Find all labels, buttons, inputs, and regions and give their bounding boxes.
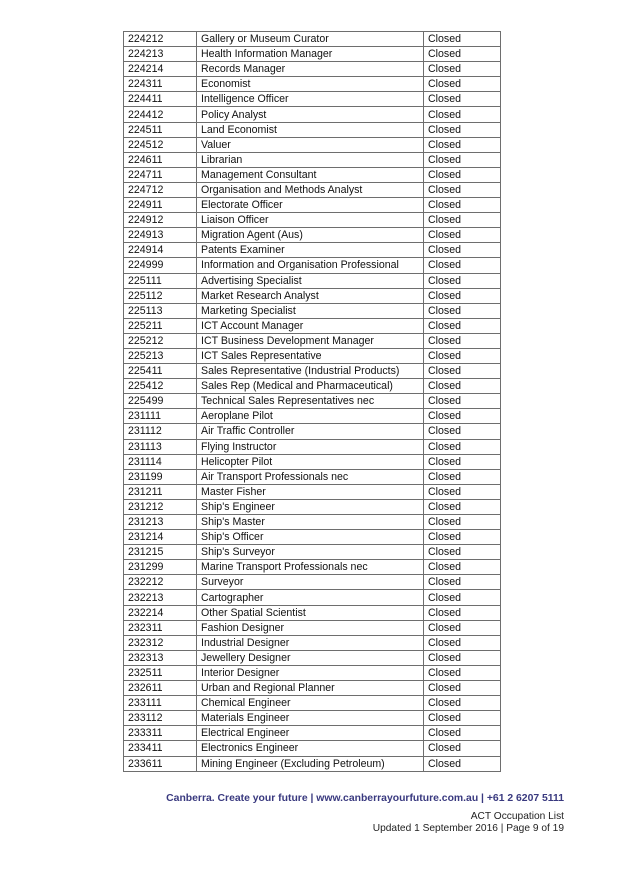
- occupation-cell: Master Fisher: [197, 484, 424, 499]
- table-row: [124, 439, 501, 454]
- anzsco-code-cell: 225112: [124, 288, 197, 303]
- status-cell: Closed: [424, 62, 501, 77]
- occupation-cell: Advertising Specialist: [197, 273, 424, 288]
- status-cell: Closed: [424, 213, 501, 228]
- occupation-cell: Industrial Designer: [197, 635, 424, 650]
- status-cell: Closed: [424, 711, 501, 726]
- anzsco-code-cell: 224411: [124, 92, 197, 107]
- footer-document-title: ACT Occupation List: [470, 811, 564, 822]
- status-cell: Closed: [424, 605, 501, 620]
- occupation-cell: Aeroplane Pilot: [197, 409, 424, 424]
- anzsco-code-cell: 224412: [124, 107, 197, 122]
- status-cell: Closed: [424, 394, 501, 409]
- table-row: [124, 228, 501, 243]
- anzsco-code-cell: 225212: [124, 333, 197, 348]
- table-row: [124, 409, 501, 424]
- table-row: [124, 454, 501, 469]
- table-row: [124, 560, 501, 575]
- table-row: [124, 273, 501, 288]
- status-cell: Closed: [424, 182, 501, 197]
- table-row: [124, 681, 501, 696]
- occupation-cell: Intelligence Officer: [197, 92, 424, 107]
- status-cell: Closed: [424, 665, 501, 680]
- table-row: [124, 47, 501, 62]
- status-cell: Closed: [424, 152, 501, 167]
- anzsco-code-cell: 225113: [124, 303, 197, 318]
- occupation-cell: ICT Business Development Manager: [197, 333, 424, 348]
- table-row: [124, 665, 501, 680]
- table-row: [124, 333, 501, 348]
- anzsco-code-cell: 231211: [124, 484, 197, 499]
- anzsco-code-cell: 231112: [124, 424, 197, 439]
- occupation-cell: Organisation and Methods Analyst: [197, 182, 424, 197]
- occupation-cell: Ship's Master: [197, 515, 424, 530]
- anzsco-code-cell: 231214: [124, 530, 197, 545]
- anzsco-code-cell: 231212: [124, 499, 197, 514]
- table-row: [124, 258, 501, 273]
- occupation-cell: ICT Account Manager: [197, 318, 424, 333]
- table-row: [124, 364, 501, 379]
- table-body: [124, 32, 501, 772]
- status-cell: Closed: [424, 92, 501, 107]
- table-row: [124, 620, 501, 635]
- table-row: [124, 348, 501, 363]
- status-cell: Closed: [424, 696, 501, 711]
- table-row: [124, 650, 501, 665]
- status-cell: Closed: [424, 499, 501, 514]
- status-cell: Closed: [424, 228, 501, 243]
- anzsco-code-cell: 232212: [124, 575, 197, 590]
- anzsco-code-cell: 224912: [124, 213, 197, 228]
- occupation-cell: Cartographer: [197, 590, 424, 605]
- anzsco-code-cell: 225213: [124, 348, 197, 363]
- occupation-cell: Fashion Designer: [197, 620, 424, 635]
- occupation-cell: Sales Representative (Industrial Products): [197, 364, 424, 379]
- anzsco-code-cell: 224511: [124, 122, 197, 137]
- status-cell: Closed: [424, 560, 501, 575]
- anzsco-code-cell: 224712: [124, 182, 197, 197]
- anzsco-code-cell: 224914: [124, 243, 197, 258]
- status-cell: Closed: [424, 288, 501, 303]
- table-row: [124, 318, 501, 333]
- status-cell: Closed: [424, 379, 501, 394]
- anzsco-code-cell: 225211: [124, 318, 197, 333]
- status-cell: Closed: [424, 137, 501, 152]
- status-cell: Closed: [424, 198, 501, 213]
- occupation-cell: Market Research Analyst: [197, 288, 424, 303]
- table-row: [124, 575, 501, 590]
- status-cell: Closed: [424, 620, 501, 635]
- table-row: [124, 424, 501, 439]
- table-row: [124, 122, 501, 137]
- anzsco-code-cell: 225499: [124, 394, 197, 409]
- status-cell: Closed: [424, 726, 501, 741]
- anzsco-code-cell: 224512: [124, 137, 197, 152]
- status-cell: Closed: [424, 318, 501, 333]
- table-row: [124, 32, 501, 47]
- occupation-cell: Economist: [197, 77, 424, 92]
- occupation-cell: Helicopter Pilot: [197, 454, 424, 469]
- table-row: [124, 726, 501, 741]
- anzsco-code-cell: 233611: [124, 756, 197, 771]
- table-row: [124, 303, 501, 318]
- occupation-cell: Air Transport Professionals nec: [197, 469, 424, 484]
- occupation-cell: Surveyor: [197, 575, 424, 590]
- table-row: [124, 92, 501, 107]
- occupation-cell: Ship's Engineer: [197, 499, 424, 514]
- occupation-cell: Gallery or Museum Curator: [197, 32, 424, 47]
- table-row: [124, 469, 501, 484]
- anzsco-code-cell: 231299: [124, 560, 197, 575]
- status-cell: Closed: [424, 741, 501, 756]
- status-cell: Closed: [424, 515, 501, 530]
- table-row: [124, 499, 501, 514]
- status-cell: Closed: [424, 107, 501, 122]
- occupation-cell: Materials Engineer: [197, 711, 424, 726]
- anzsco-code-cell: 224213: [124, 47, 197, 62]
- table-row: [124, 379, 501, 394]
- occupation-cell: Health Information Manager: [197, 47, 424, 62]
- table-row: [124, 77, 501, 92]
- occupation-cell: Management Consultant: [197, 167, 424, 182]
- table-row: [124, 530, 501, 545]
- status-cell: Closed: [424, 454, 501, 469]
- table-row: [124, 756, 501, 771]
- table-row: [124, 288, 501, 303]
- footer-updated-page: Updated 1 September 2016 | Page 9 of 19: [372, 823, 564, 834]
- status-cell: Closed: [424, 650, 501, 665]
- status-cell: Closed: [424, 681, 501, 696]
- table-row: [124, 243, 501, 258]
- status-cell: Closed: [424, 439, 501, 454]
- anzsco-code-cell: 232312: [124, 635, 197, 650]
- status-cell: Closed: [424, 530, 501, 545]
- status-cell: Closed: [424, 575, 501, 590]
- occupation-cell: Marine Transport Professionals nec: [197, 560, 424, 575]
- occupation-cell: Policy Analyst: [197, 107, 424, 122]
- occupation-cell: Records Manager: [197, 62, 424, 77]
- anzsco-code-cell: 232611: [124, 681, 197, 696]
- anzsco-code-cell: 233411: [124, 741, 197, 756]
- anzsco-code-cell: 231213: [124, 515, 197, 530]
- anzsco-code-cell: 224611: [124, 152, 197, 167]
- status-cell: Closed: [424, 409, 501, 424]
- status-cell: Closed: [424, 635, 501, 650]
- status-cell: Closed: [424, 348, 501, 363]
- occupation-cell: Valuer: [197, 137, 424, 152]
- anzsco-code-cell: 224311: [124, 77, 197, 92]
- occupation-cell: Mining Engineer (Excluding Petroleum): [197, 756, 424, 771]
- anzsco-code-cell: 224212: [124, 32, 197, 47]
- table-row: [124, 62, 501, 77]
- table-row: [124, 696, 501, 711]
- table-row: [124, 167, 501, 182]
- status-cell: Closed: [424, 756, 501, 771]
- table-row: [124, 182, 501, 197]
- anzsco-code-cell: 232511: [124, 665, 197, 680]
- status-cell: Closed: [424, 484, 501, 499]
- table-row: [124, 152, 501, 167]
- status-cell: Closed: [424, 424, 501, 439]
- occupation-cell: Other Spatial Scientist: [197, 605, 424, 620]
- status-cell: Closed: [424, 590, 501, 605]
- table-row: [124, 711, 501, 726]
- status-cell: Closed: [424, 469, 501, 484]
- occupation-cell: Flying Instructor: [197, 439, 424, 454]
- anzsco-code-cell: 231114: [124, 454, 197, 469]
- anzsco-code-cell: 231199: [124, 469, 197, 484]
- occupation-cell: Electronics Engineer: [197, 741, 424, 756]
- anzsco-code-cell: 225111: [124, 273, 197, 288]
- occupation-cell: Patents Examiner: [197, 243, 424, 258]
- status-cell: Closed: [424, 47, 501, 62]
- occupation-cell: Ship's Surveyor: [197, 545, 424, 560]
- occupation-cell: Librarian: [197, 152, 424, 167]
- anzsco-code-cell: 224999: [124, 258, 197, 273]
- occupation-cell: Electorate Officer: [197, 198, 424, 213]
- anzsco-code-cell: 232311: [124, 620, 197, 635]
- anzsco-code-cell: 233112: [124, 711, 197, 726]
- anzsco-code-cell: 224911: [124, 198, 197, 213]
- table-row: [124, 484, 501, 499]
- occupation-cell: ICT Sales Representative: [197, 348, 424, 363]
- status-cell: Closed: [424, 32, 501, 47]
- status-cell: Closed: [424, 77, 501, 92]
- anzsco-code-cell: 224214: [124, 62, 197, 77]
- table-row: [124, 394, 501, 409]
- table-row: [124, 213, 501, 228]
- occupation-cell: Ship's Officer: [197, 530, 424, 545]
- occupation-cell: Urban and Regional Planner: [197, 681, 424, 696]
- table-row: [124, 635, 501, 650]
- anzsco-code-cell: 232214: [124, 605, 197, 620]
- anzsco-code-cell: 224913: [124, 228, 197, 243]
- table-row: [124, 590, 501, 605]
- status-cell: Closed: [424, 273, 501, 288]
- anzsco-code-cell: 232213: [124, 590, 197, 605]
- status-cell: Closed: [424, 122, 501, 137]
- table-row: [124, 605, 501, 620]
- table-row: [124, 515, 501, 530]
- occupation-cell: Sales Rep (Medical and Pharmaceutical): [197, 379, 424, 394]
- anzsco-code-cell: 231111: [124, 409, 197, 424]
- anzsco-code-cell: 233311: [124, 726, 197, 741]
- occupation-cell: Interior Designer: [197, 665, 424, 680]
- anzsco-code-cell: 224711: [124, 167, 197, 182]
- occupation-cell: Jewellery Designer: [197, 650, 424, 665]
- occupation-table: [123, 31, 501, 772]
- occupation-cell: Liaison Officer: [197, 213, 424, 228]
- table-row: [124, 137, 501, 152]
- status-cell: Closed: [424, 364, 501, 379]
- footer-contact-line[interactable]: Canberra. Create your future | www.canberrayourfuture.com.au | +61 2 6207 5111: [166, 793, 564, 804]
- table-row: [124, 545, 501, 560]
- anzsco-code-cell: 225411: [124, 364, 197, 379]
- occupation-cell: Migration Agent (Aus): [197, 228, 424, 243]
- occupation-cell: Land Economist: [197, 122, 424, 137]
- table-row: [124, 198, 501, 213]
- anzsco-code-cell: 231113: [124, 439, 197, 454]
- status-cell: Closed: [424, 243, 501, 258]
- occupation-cell: Air Traffic Controller: [197, 424, 424, 439]
- table-row: [124, 107, 501, 122]
- status-cell: Closed: [424, 167, 501, 182]
- occupation-cell: Technical Sales Representatives nec: [197, 394, 424, 409]
- occupation-cell: Electrical Engineer: [197, 726, 424, 741]
- occupation-cell: Chemical Engineer: [197, 696, 424, 711]
- status-cell: Closed: [424, 333, 501, 348]
- anzsco-code-cell: 225412: [124, 379, 197, 394]
- anzsco-code-cell: 232313: [124, 650, 197, 665]
- anzsco-code-cell: 233111: [124, 696, 197, 711]
- status-cell: Closed: [424, 258, 501, 273]
- table-row: [124, 741, 501, 756]
- status-cell: Closed: [424, 303, 501, 318]
- occupation-cell: Marketing Specialist: [197, 303, 424, 318]
- anzsco-code-cell: 231215: [124, 545, 197, 560]
- occupation-cell: Information and Organisation Professional: [197, 258, 424, 273]
- status-cell: Closed: [424, 545, 501, 560]
